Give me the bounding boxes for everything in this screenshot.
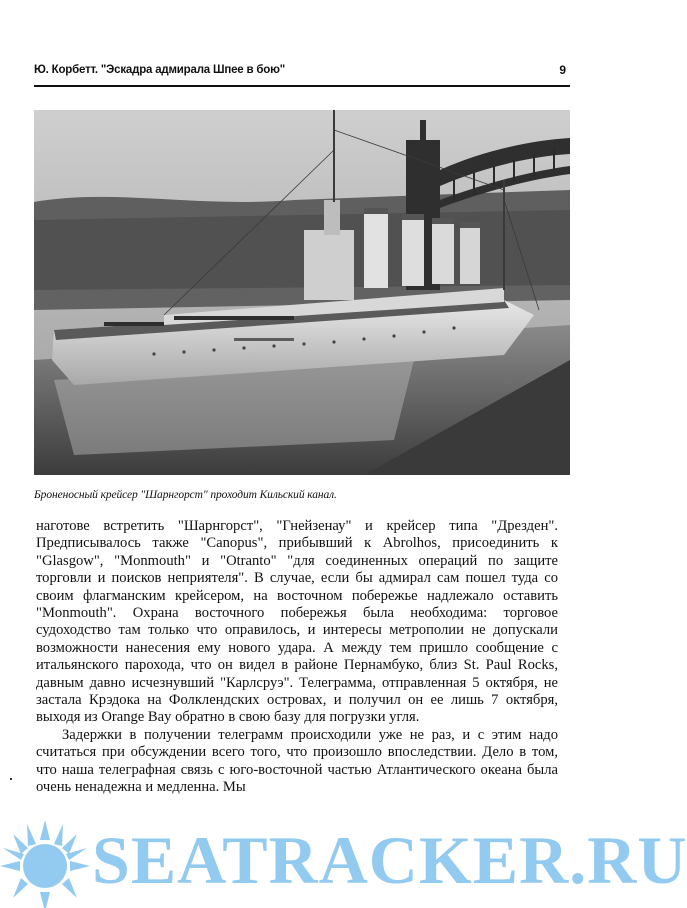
header-rule	[34, 85, 570, 87]
page-number: 9	[559, 63, 566, 77]
running-head	[34, 62, 570, 82]
warship-photo	[34, 110, 570, 475]
sun-logo-icon	[0, 818, 95, 908]
scan-speck	[10, 778, 12, 780]
watermark-text: SEATRACKER.RU	[92, 822, 687, 898]
paragraph: Задержки в получении телеграмм происходили уже не раз, и с этим надо считаться при обсуждении всего того, что произошло впоследствии. Дело в том, что наша телеграфная связь с юго-восточной частью Атлантического океана была очень ненадежна и медленна. Мы	[36, 726, 558, 796]
body-text	[36, 518, 558, 797]
figure-caption: Броненосный крейсер "Шарнгорст" проходит Кильский канал.	[34, 489, 337, 501]
running-title: Ю. Корбетт. "Эскадра адмирала Шпее в бою"	[34, 64, 285, 76]
watermark	[0, 812, 687, 905]
paragraph: наготове встретить "Шарнгорст", "Гнейзенау" и крейсер типа "Дрезден". Предписывалось также "Canopus", прибывший к Abrolhos, присоединить к "Glasgow", "Monmouth" и "Otranto" "для соединенных операций по защите торговли и поисков неприятеля". В случае, если бы адмирал сам пошел туда со своим флагманским крейсером, на восточном побережье надлежало оставить "Monmouth". Охрана восточного побережья была необходима: торговое судоходство там только что оправилось, и интересы метрополии не допускали возможности нанесения ему нового удара. А между тем пришло сообщение с итальянского парохода, что он видел в районе Пернамбуко, близ St. Paul Rocks, давным давно исчезнувший "Карлсруэ". Телеграмма, отправленная 5 октября, не застала Крэдока на Фолклендских островах, и получил он ее лишь 7 октября, выходя из Orange Bay обратно в свою базу для погрузки угля.	[36, 518, 558, 726]
